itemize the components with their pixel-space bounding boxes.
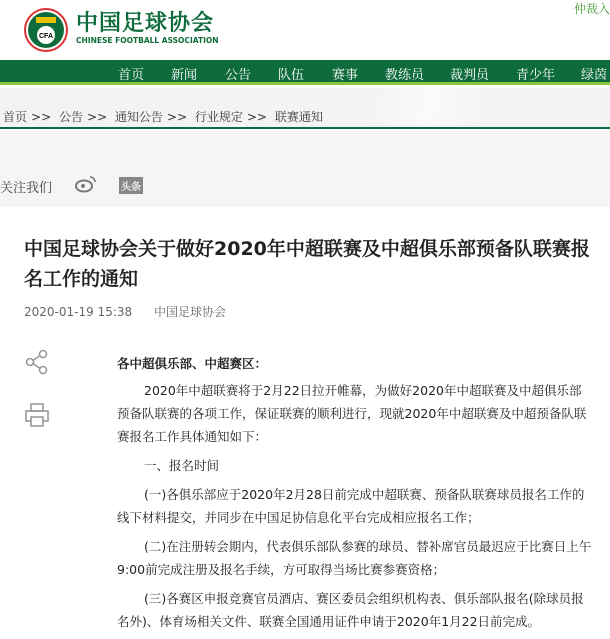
nav-news[interactable]: 新闻 — [171, 68, 198, 83]
section-heading: 一、报名时间 — [144, 458, 220, 473]
follow-label: 关注我们 — [0, 181, 53, 196]
paragraph: (三)各赛区申报竞赛官员酒店、赛区委员会组织机构表、俱乐部队报名(除球员报名外)、体育场相关文件、联赛全国通用证件申请于2020年1月22日前完成。 — [117, 591, 584, 629]
crumb-sep: >> — [166, 110, 188, 124]
paragraph: (一)各俱乐部应于2020年2月28日前完成中超联赛、预备队联赛球员报名工作的线下材料提交，并同步在中国足协信息化平台完成相应报名工作； — [117, 487, 585, 525]
main-nav — [0, 60, 610, 85]
article-source: 中国足球协会 — [153, 305, 226, 319]
logo-title[interactable]: 中国足球协会 — [76, 11, 215, 36]
nav-teams[interactable]: 队伍 — [278, 68, 305, 83]
toutiao-icon[interactable]: 头条 — [119, 177, 143, 194]
article-date: 2020-01-19 15:38 — [24, 305, 133, 319]
article-title: 中国足球协会关于做好2020年中超联赛及中超俱乐部预备队联赛报名工作的通知 — [24, 238, 590, 290]
site-header — [0, 0, 610, 60]
crumb-announcements[interactable]: 通知公告 — [114, 110, 163, 124]
nav-green[interactable]: 绿茵 — [581, 68, 608, 83]
arbitration-link[interactable]: 仲裁入 — [573, 2, 610, 16]
article-meta — [24, 303, 244, 320]
nav-home[interactable]: 首页 — [118, 68, 145, 83]
share-icon[interactable] — [24, 349, 50, 375]
nav-events[interactable]: 赛事 — [332, 68, 359, 83]
paragraph: (二)在注册转会期内，代表俱乐部队参赛的球员、替补席官员最迟应于比赛日上午9:00前完成注册及报名手续，方可取得当场比赛参赛资格； — [117, 539, 592, 577]
nav-youth[interactable]: 青少年 — [516, 68, 556, 83]
crumb-sep: >> — [86, 110, 108, 124]
print-icon[interactable] — [24, 402, 50, 428]
salutation: 各中超俱乐部、中超赛区： — [117, 356, 268, 371]
crumb-home[interactable]: 首页 — [3, 110, 28, 124]
nav-referees[interactable]: 裁判员 — [450, 68, 490, 83]
breadcrumb — [3, 108, 327, 125]
crumb-notices[interactable]: 公告 — [58, 110, 83, 124]
crumb-league[interactable]: 联赛通知 — [274, 110, 323, 124]
paragraph: 2020年中超联赛将于2月22日拉开帷幕，为做好2020年中超联赛及中超俱乐部预备队联赛的各项工作，保证联赛的顺利进行，现就2020年中超联赛及中超预备队联赛报名工作具体通知如下： — [117, 383, 587, 444]
svg-text:CFA: CFA — [39, 33, 53, 40]
breadcrumb-bar — [0, 88, 610, 129]
crumb-sep: >> — [31, 110, 52, 124]
weibo-icon[interactable] — [75, 175, 97, 193]
follow-bar — [0, 131, 610, 207]
crumb-sep: >> — [246, 110, 267, 124]
logo-subtitle: CHINESE FOOTBALL ASSOCIATION — [76, 36, 219, 45]
crumb-regulations[interactable]: 行业规定 — [194, 110, 243, 124]
nav-notices[interactable]: 公告 — [225, 68, 252, 83]
nav-coaches[interactable]: 教练员 — [385, 68, 425, 83]
cfa-emblem-logo[interactable] — [24, 3, 68, 53]
article-body — [117, 352, 592, 639]
